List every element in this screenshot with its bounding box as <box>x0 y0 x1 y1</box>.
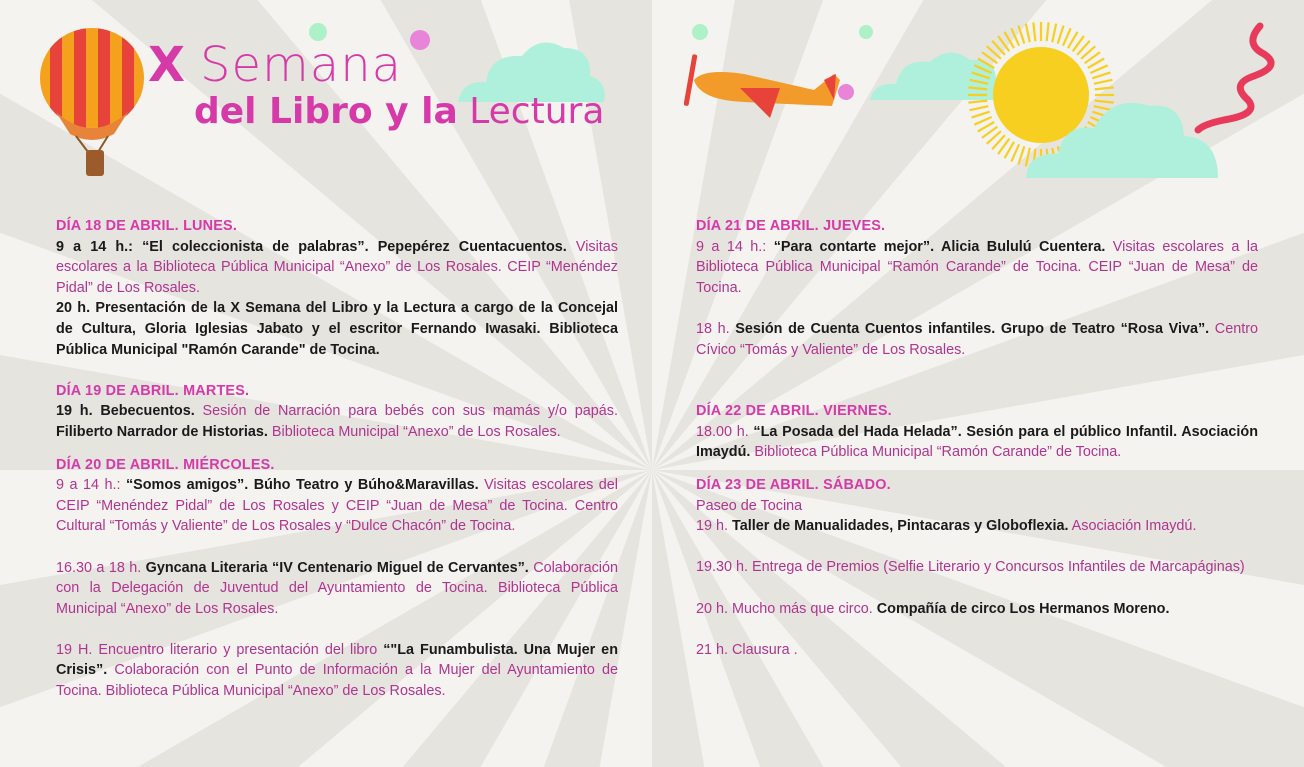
sun-ray <box>970 106 989 110</box>
day-20-heading: DÍA 20 DE ABRIL. MIÉRCOLES. <box>56 456 275 473</box>
airplane-icon <box>684 50 844 130</box>
sun-ray <box>1018 26 1024 44</box>
sun-ray <box>1063 28 1071 45</box>
event-day20-3 <box>56 640 618 702</box>
event-name: “La Posada del Hada Helada”. Sesión para el público Infantil. Asociación Imaydú. <box>696 423 1259 461</box>
event-day18-2 <box>56 298 618 360</box>
event-venue: Colaboración con la Delegación de Juventud del Ayuntamiento de Tocina. Biblioteca Pública Municipal “Anexo” de Los Rosales. <box>56 559 619 617</box>
event-name: Taller de Manualidades, Pintacaras y Globoflexia. <box>728 518 1069 535</box>
day-23-heading: DÍA 23 DE ABRIL. SÁBADO. <box>696 476 891 493</box>
event-day23-3 <box>696 599 1258 620</box>
event-venue: Biblioteca Municipal “Anexo” de Los Rosales. <box>267 423 561 440</box>
event-venue: Encuentro literario y presentación del libro <box>92 641 378 658</box>
event-day21-1 <box>696 237 1258 299</box>
event-name: Sesión de Cuenta Cuentos infantiles. Grupo de Teatro “Rosa Viva”. <box>729 320 1210 337</box>
event-venue: Visitas escolares del CEIP “Menéndez Pidal” de Los Rosales y CEIP “Juan de Mesa” de Tocina. Centro Cultural “Tomás y Valiente” de Los Rosales y “Dulce Chacón” de Tocina. <box>56 477 618 535</box>
day-19-heading: DÍA 19 DE ABRIL. MARTES. <box>56 382 250 399</box>
event-name: “"La Funambulista. Una Mujer en Crisis”. <box>56 641 618 679</box>
schedule-right-column <box>696 216 1258 660</box>
event-name: Compañía de circo Los Hermanos Moreno. <box>872 600 1170 617</box>
day-22-heading: DÍA 22 DE ABRIL. VIERNES. <box>696 403 892 420</box>
event-name: “Para contarte mejor”. Alicia Bululú Cuentera. <box>766 238 1106 255</box>
event-venue: Asociación Imaydú. <box>1068 518 1197 535</box>
event-name: “El coleccionista de palabras”. Pepepérez Cuentacuentos. <box>132 238 567 255</box>
day-18-heading: DÍA 18 DE ABRIL. LUNES. <box>56 218 238 234</box>
hot-air-balloon-icon <box>36 26 148 182</box>
event-day20-1 <box>56 475 618 537</box>
event-time: 9 a 14 h.: <box>56 238 133 255</box>
sun-ray <box>1090 65 1107 73</box>
event-venue: Colaboración con el Punto de Información a la Mujer del Ayuntamiento de Tocina. Biblioteca Pública Municipal “Anexo” de Los Rosales. <box>56 662 618 700</box>
sun-ray <box>1026 24 1030 43</box>
day-23-subtitle: Paseo de Tocina <box>696 497 803 514</box>
event-name: Filiberto Narrador de Historias. <box>56 423 268 440</box>
event-day22-1 <box>696 422 1258 463</box>
title-number: X <box>148 37 187 93</box>
sun-ray <box>1052 24 1056 43</box>
event-venue: Visitas escolares a la Biblioteca Pública Municipal “Anexo” de Los Rosales. CEIP “Menéndez Pidal” de Los Rosales. <box>56 238 618 296</box>
event-time: 19 h. <box>56 403 93 420</box>
sun-ray <box>1094 80 1113 84</box>
event-day23-2: 19.30 h. Entrega de Premios (Selfie Literario y Concursos Infantiles de Marcapáginas) <box>696 559 1245 576</box>
sun-ray <box>972 112 990 118</box>
sun-ray <box>1047 22 1049 41</box>
sun-ray <box>968 101 987 103</box>
event-time: 19 h. <box>696 518 729 535</box>
event-venue: Visitas escolares a la Biblioteca Pública Municipal “Ramón Carande” de Tocina. CEIP “Juan de Mesa” de Tocina. <box>696 238 1258 296</box>
event-day23-1 <box>696 516 1258 537</box>
event-time: 9 a 14 h.: <box>696 238 767 255</box>
event-venue: Centro Cívico “Tomás y Valiente” de Los Rosales. <box>696 320 1258 358</box>
event-time: 16.30 a 18 h. <box>56 559 142 576</box>
sun-ray <box>1033 22 1035 41</box>
sun-ray <box>1011 28 1019 45</box>
title-semana: Semana <box>200 37 403 93</box>
sun-ray <box>1058 26 1064 44</box>
sun-ray <box>972 72 990 78</box>
title-lectura: Lectura <box>469 91 605 132</box>
event-day19-1 <box>56 401 618 442</box>
event-time: 20 h. Mucho más que circo. <box>696 600 873 617</box>
title-del-libro: del Libro y la <box>194 91 458 132</box>
event-day21-2 <box>696 319 1258 360</box>
sun-ray <box>974 117 991 125</box>
event-name: Gyncana Literaria “IV Centenario Miguel de Cervantes”. <box>141 559 529 576</box>
event-venue: Biblioteca Pública Municipal “Ramón Carande” de Tocina. <box>750 444 1122 461</box>
event-time: 18 h. <box>696 320 730 337</box>
sun-ray <box>974 65 991 73</box>
sun-ray <box>970 80 989 84</box>
event-time: 19 H. <box>56 641 93 658</box>
event-time: 20 h. <box>56 300 91 317</box>
event-name: Presentación de la X Semana del Libro y la Lectura a cargo de la Concejal de Cultura, Gloria Iglesias Jabato y el escritor Fernando Iwasaki. Biblioteca Pública Municipal "Ramón Carande" de Tocina. <box>56 300 618 358</box>
schedule-left-column <box>56 216 618 702</box>
event-time: 18.00 h. <box>696 423 749 440</box>
sun-ray <box>1011 144 1019 161</box>
day-21-heading: DÍA 21 DE ABRIL. JUEVES. <box>696 218 886 234</box>
event-name: Bebecuentos. <box>92 403 195 420</box>
page-title <box>148 37 605 132</box>
sun-ray <box>1092 72 1110 78</box>
event-name: “Somos amigos”. Búho Teatro y Búho&Maravillas. <box>120 477 479 494</box>
event-venue: Sesión de Narración para bebés con sus mamás y/o papás. <box>194 403 619 420</box>
event-day20-2 <box>56 558 618 620</box>
streamer-icon <box>1190 20 1276 134</box>
sun-ray <box>968 87 987 89</box>
event-time: 9 a 14 h.: <box>56 477 121 494</box>
event-day23-4: 21 h. Clausura . <box>696 641 798 658</box>
event-day18-1 <box>56 237 618 299</box>
